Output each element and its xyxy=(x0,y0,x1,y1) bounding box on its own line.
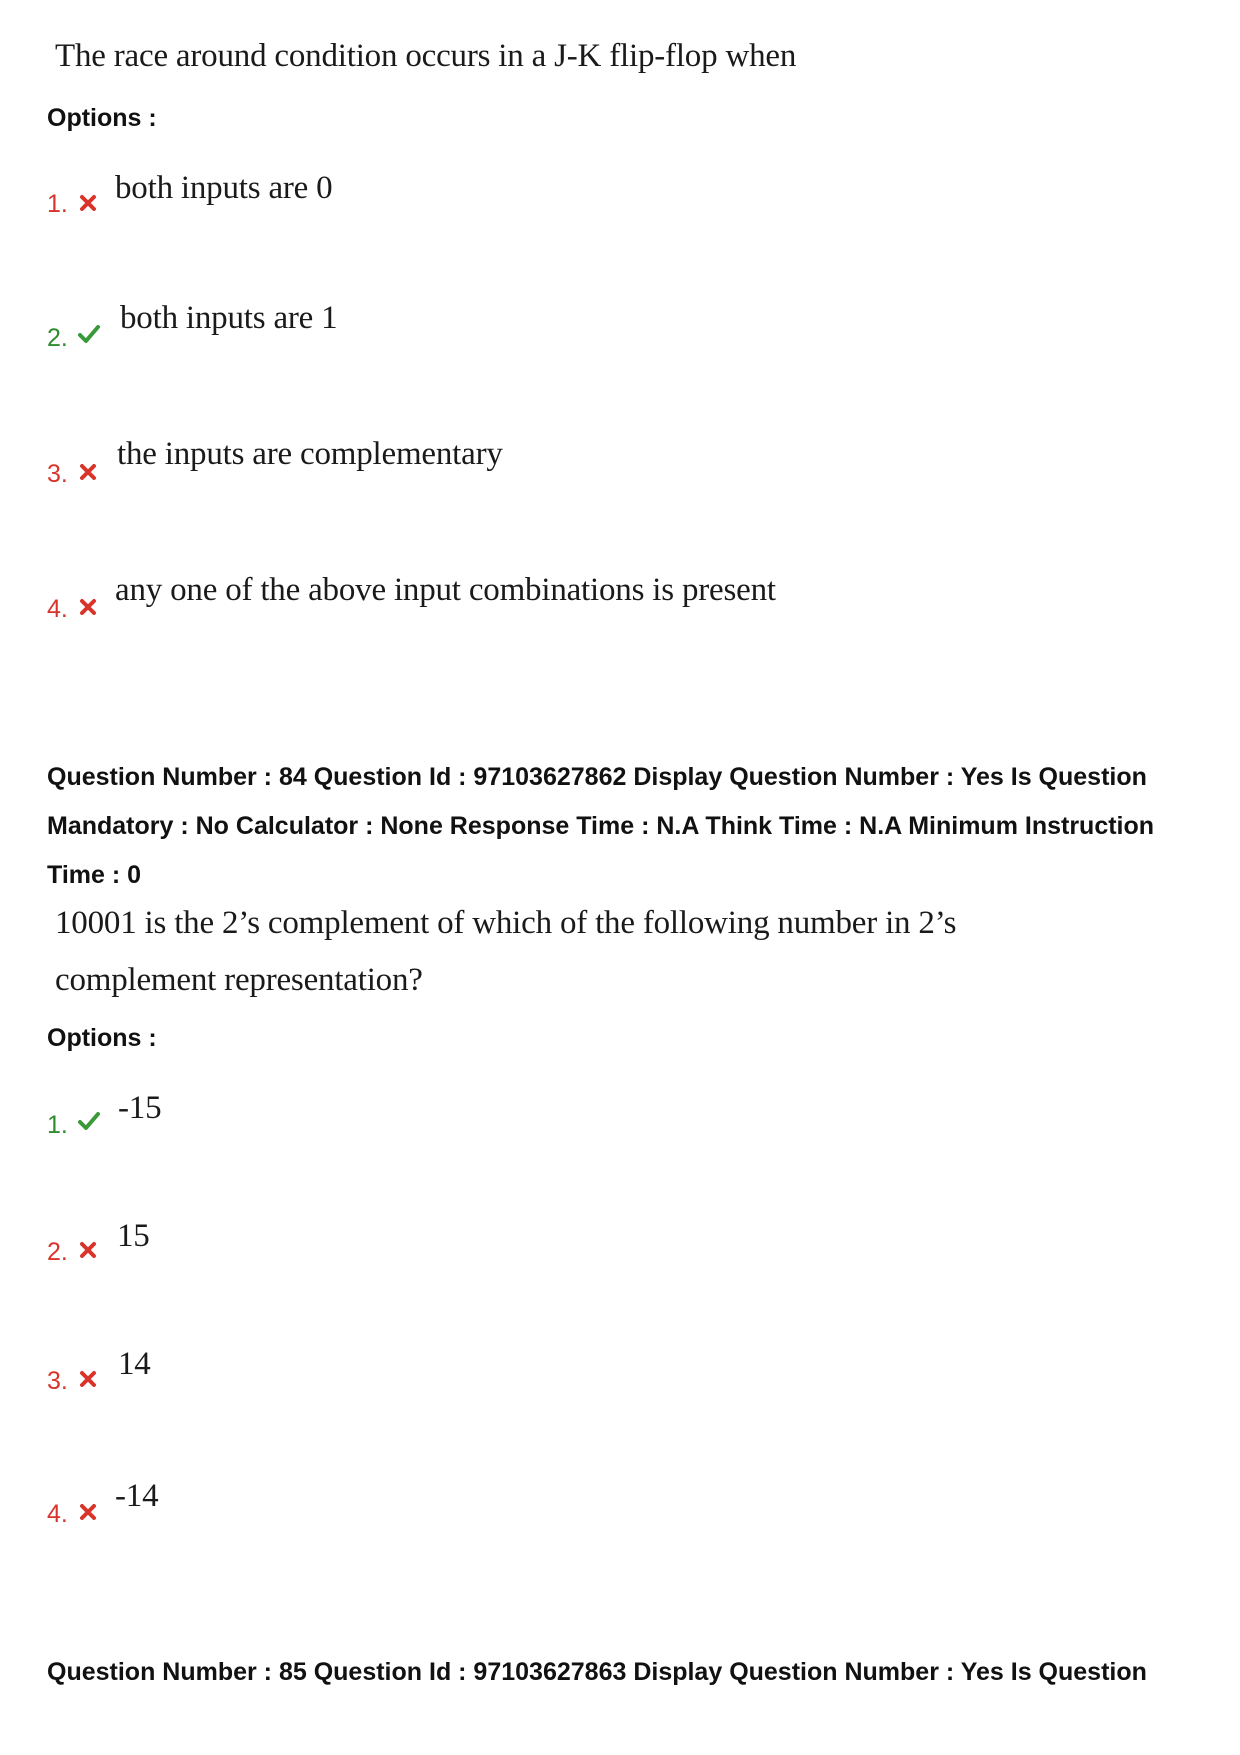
options-label: Options : xyxy=(47,104,157,132)
option-text: -14 xyxy=(115,1478,159,1514)
option-number: 2. xyxy=(47,1238,68,1266)
check-icon xyxy=(77,1109,101,1133)
question-text: 10001 is the 2’s complement of which of the following number in 2’s xyxy=(55,905,957,941)
option-number: 1. xyxy=(47,190,68,218)
cross-icon xyxy=(77,1501,99,1523)
option-number: 3. xyxy=(47,460,68,488)
option-text: any one of the above input combinations is present xyxy=(115,572,776,608)
option-text: the inputs are complementary xyxy=(117,436,503,472)
option-number: 3. xyxy=(47,1367,68,1395)
question-meta: Time : 0 xyxy=(47,861,142,889)
question-text: The race around condition occurs in a J-K flip-flop when xyxy=(55,38,797,74)
option-text: 14 xyxy=(118,1346,151,1382)
question-meta: Mandatory : No Calculator : None Response Time : N.A Think Time : N.A Minimum Instruction xyxy=(47,812,1155,840)
option-text: both inputs are 1 xyxy=(120,300,338,336)
question-meta: Question Number : 84 Question Id : 97103627862 Display Question Number : Yes Is Question xyxy=(47,763,1147,791)
option-number: 4. xyxy=(47,595,68,623)
cross-icon xyxy=(77,1368,99,1390)
option-text: 15 xyxy=(117,1218,150,1254)
cross-icon xyxy=(77,1239,99,1261)
question-meta: Question Number : 85 Question Id : 97103627863 Display Question Number : Yes Is Question xyxy=(47,1658,1147,1686)
option-number: 1. xyxy=(47,1111,68,1139)
options-label: Options : xyxy=(47,1024,157,1052)
question-text: complement representation? xyxy=(55,962,423,998)
cross-icon xyxy=(77,192,99,214)
option-text: both inputs are 0 xyxy=(115,170,333,206)
option-number: 2. xyxy=(47,324,68,352)
cross-icon xyxy=(77,461,99,483)
option-number: 4. xyxy=(47,1500,68,1528)
cross-icon xyxy=(77,596,99,618)
check-icon xyxy=(77,322,101,346)
option-text: -15 xyxy=(118,1090,162,1126)
